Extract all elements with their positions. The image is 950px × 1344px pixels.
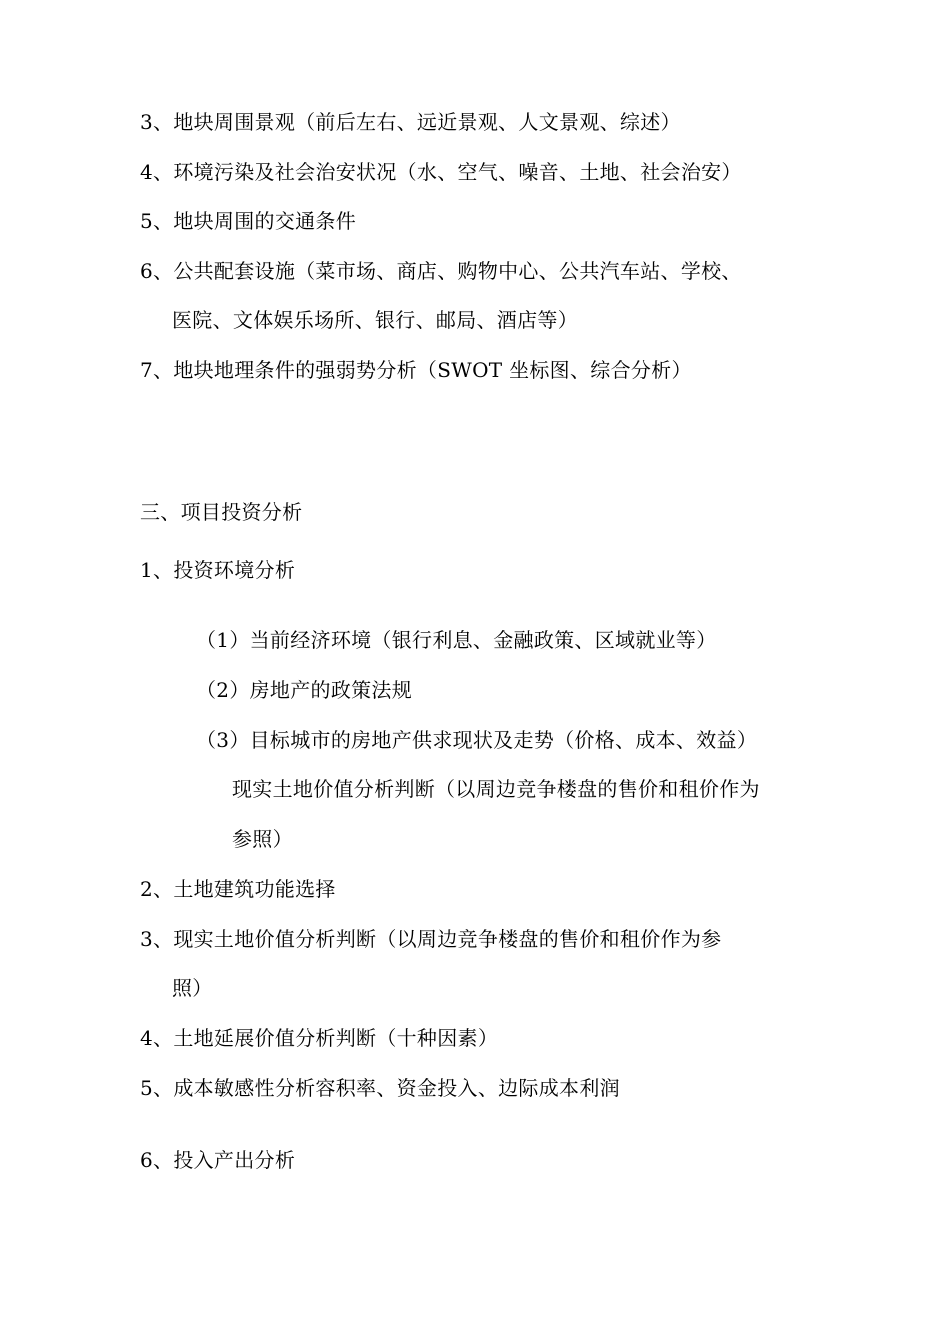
text-line: 医院、文体娱乐场所、银行、邮局、酒店等） <box>172 308 578 332</box>
text-line: 6、投入产出分析 <box>140 1148 296 1172</box>
text-line: 5、成本敏感性分析容积率、资金投入、边际成本利润 <box>140 1076 620 1100</box>
text-line: 3、现实土地价值分析判断（以周边竞争楼盘的售价和租价作为参 <box>140 927 722 951</box>
text-line: （1）当前经济环境（银行利息、金融政策、区域就业等） <box>196 628 717 652</box>
section-heading: 三、项目投资分析 <box>140 500 303 524</box>
text-line: 4、环境污染及社会治安状况（水、空气、噪音、土地、社会治安） <box>140 160 742 184</box>
text-line: （3）目标城市的房地产供求现状及走势（价格、成本、效益） <box>196 728 758 752</box>
text-line: 4、土地延展价值分析判断（十种因素） <box>140 1026 499 1050</box>
text-line: （2）房地产的政策法规 <box>196 678 413 702</box>
text-line: 1、投资环境分析 <box>140 558 296 582</box>
text-line: 2、土地建筑功能选择 <box>140 877 336 901</box>
text-line: 5、地块周围的交通条件 <box>140 209 357 233</box>
text-line: 3、地块周围景观（前后左右、远近景观、人文景观、综述） <box>140 110 681 134</box>
text-line: 参照） <box>232 827 293 851</box>
text-line: 7、地块地理条件的强弱势分析（SWOT 坐标图、综合分析） <box>140 358 692 382</box>
text-line: 现实土地价值分析判断（以周边竞争楼盘的售价和租价作为 <box>232 777 760 801</box>
text-line: 6、公共配套设施（菜市场、商店、购物中心、公共汽车站、学校、 <box>140 259 742 283</box>
text-line: 照） <box>172 976 213 1000</box>
